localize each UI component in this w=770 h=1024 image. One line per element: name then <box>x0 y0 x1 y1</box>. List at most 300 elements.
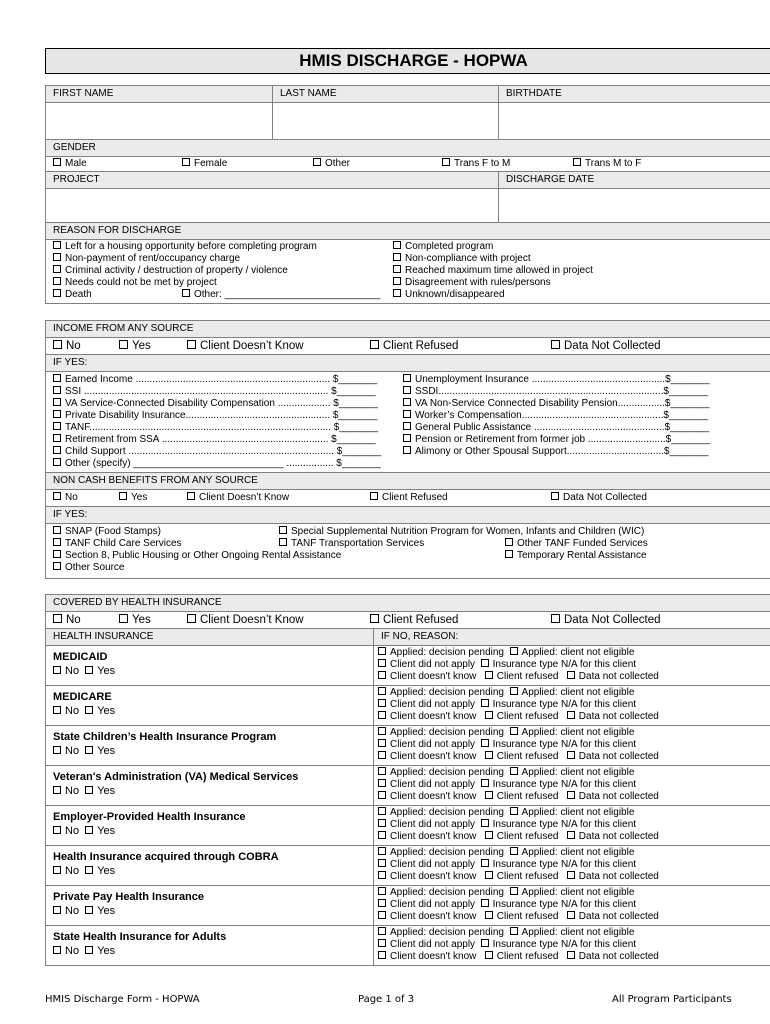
income-left-0[interactable] <box>53 374 398 386</box>
noncash-client-doesnt-know-label: Client Doesn’t Know <box>199 492 290 503</box>
reason-doesnt-know-label: Client doesn't know <box>390 871 477 882</box>
checkbox[interactable] <box>567 791 575 799</box>
reason-not-collected[interactable] <box>567 791 659 802</box>
reason-applied-pending-label: Applied: decision pending <box>390 807 504 818</box>
checkbox[interactable] <box>510 727 518 735</box>
checkbox[interactable] <box>85 866 93 874</box>
reason-type-na[interactable] <box>481 739 636 750</box>
checkbox[interactable] <box>485 951 493 959</box>
checkbox[interactable] <box>53 253 61 261</box>
reason-refused[interactable] <box>485 711 559 722</box>
checkbox[interactable] <box>567 951 575 959</box>
reason-not-collected[interactable] <box>567 751 659 762</box>
checkbox[interactable] <box>182 158 190 166</box>
last-name-field[interactable] <box>273 103 499 140</box>
checkbox[interactable] <box>510 687 518 695</box>
reason-not-collected[interactable] <box>567 951 659 962</box>
income-yes[interactable] <box>119 338 151 354</box>
income-right-1[interactable] <box>403 386 770 398</box>
checkbox[interactable] <box>378 711 386 719</box>
checkbox[interactable] <box>53 422 61 430</box>
reason-did-not-apply[interactable] <box>378 699 475 710</box>
insurance-reason-line-2 <box>378 699 770 711</box>
income-left-6[interactable] <box>53 446 398 458</box>
checkbox[interactable] <box>481 899 489 907</box>
checkbox[interactable] <box>378 791 386 799</box>
checkbox[interactable] <box>551 340 560 349</box>
reason-doesnt-know[interactable] <box>378 911 476 922</box>
checkbox[interactable] <box>378 951 386 959</box>
checkbox[interactable] <box>567 871 575 879</box>
reason-refused[interactable] <box>485 791 559 802</box>
noncash-tanf-transport-label: TANF Transportation Services <box>291 538 425 549</box>
insurance-reason-line-2 <box>378 779 770 791</box>
checkbox[interactable] <box>279 538 287 546</box>
insurance-reason-line-1 <box>378 646 770 659</box>
checkbox[interactable] <box>378 671 386 679</box>
health-insurance-table <box>45 594 770 966</box>
insurance-yes[interactable] <box>85 665 115 677</box>
checkbox[interactable] <box>53 526 61 534</box>
checkbox[interactable] <box>403 410 411 418</box>
checkbox[interactable] <box>53 906 61 914</box>
noncash-client-refused[interactable] <box>370 490 448 506</box>
reason-applied-pending-label: Applied: decision pending <box>390 647 504 658</box>
checkbox[interactable] <box>481 939 489 947</box>
reason-doesnt-know[interactable] <box>378 951 476 962</box>
checkbox[interactable] <box>53 277 61 285</box>
noncash-snap-label: SNAP (Food Stamps) <box>65 526 161 537</box>
checkbox[interactable] <box>187 340 196 349</box>
footer-left: HMIS Discharge Form - HOPWA <box>45 994 200 1005</box>
insurance-no[interactable] <box>53 745 79 757</box>
reason-doesnt-know-label: Client doesn't know <box>390 671 477 682</box>
checkbox[interactable] <box>85 906 93 914</box>
checkbox[interactable] <box>53 666 61 674</box>
gender-other[interactable] <box>313 157 350 171</box>
insurance-yes-label: Yes <box>97 945 116 957</box>
checkbox[interactable] <box>85 706 93 714</box>
checkbox[interactable] <box>53 265 61 273</box>
insurance-no[interactable] <box>53 785 79 797</box>
reason-applied-pending[interactable] <box>378 887 504 898</box>
reason-doesnt-know[interactable] <box>378 791 476 802</box>
insurance-reason-line-3 <box>378 831 770 843</box>
checkbox[interactable] <box>510 887 518 895</box>
checkbox[interactable] <box>378 779 386 787</box>
reason-right-0[interactable] <box>393 241 770 253</box>
insurance-yes[interactable] <box>85 825 115 837</box>
reason-refused[interactable] <box>485 671 559 682</box>
checkbox[interactable] <box>551 492 559 500</box>
reason-right-3-label: Disagreement with rules/persons <box>405 277 551 288</box>
checkbox[interactable] <box>53 706 61 714</box>
reason-refused[interactable] <box>485 951 559 962</box>
checkbox[interactable] <box>510 767 518 775</box>
checkbox[interactable] <box>567 751 575 759</box>
covered-yes-label: Yes <box>132 614 151 626</box>
checkbox[interactable] <box>53 946 61 954</box>
checkbox[interactable] <box>53 398 61 406</box>
reason-applied-pending[interactable] <box>378 807 504 818</box>
checkbox[interactable] <box>403 422 411 430</box>
checkbox[interactable] <box>187 614 196 623</box>
reason-applied-pending-label: Applied: decision pending <box>390 887 504 898</box>
insurance-no-label: No <box>65 825 80 837</box>
noncash-client-doesnt-know[interactable] <box>187 490 289 506</box>
reason-applied-pending[interactable] <box>378 767 504 778</box>
checkbox[interactable] <box>119 492 127 500</box>
checkbox[interactable] <box>378 687 386 695</box>
insurance-row <box>46 726 770 766</box>
insurance-reason-line-2 <box>378 819 770 831</box>
checkbox[interactable] <box>442 158 450 166</box>
gender-female[interactable] <box>182 157 227 171</box>
checkbox[interactable] <box>481 819 489 827</box>
reason-type-na[interactable] <box>481 859 636 870</box>
insurance-name: Health Insurance acquired through COBRA <box>53 851 279 863</box>
checkbox[interactable] <box>567 671 575 679</box>
checkbox[interactable] <box>53 826 61 834</box>
reason-applied-not-eligible-label: Applied: client not eligible <box>521 647 635 658</box>
noncash-tanf-other-label: Other TANF Funded Services <box>517 538 648 549</box>
reason-type-na[interactable] <box>481 939 636 950</box>
checkbox[interactable] <box>393 241 401 249</box>
insurance-no[interactable] <box>53 665 79 677</box>
reason-left-3[interactable] <box>53 277 393 289</box>
income-no[interactable] <box>53 338 81 354</box>
reason-applied-pending[interactable] <box>378 927 504 938</box>
reason-other-label: Other: ____________________________ <box>194 289 381 300</box>
covered-no[interactable] <box>53 612 81 628</box>
reason-doesnt-know[interactable] <box>378 711 476 722</box>
checkbox[interactable] <box>510 807 518 815</box>
checkbox[interactable] <box>393 289 401 297</box>
checkbox[interactable] <box>485 751 493 759</box>
noncash-other-label: Other Source <box>65 562 125 573</box>
reason-left-0[interactable] <box>53 241 393 253</box>
gender-trans-m-to-f[interactable] <box>573 157 641 171</box>
reason-applied-pending[interactable] <box>378 647 504 658</box>
checkbox[interactable] <box>393 265 401 273</box>
insurance-yes[interactable] <box>85 945 115 957</box>
gender-male[interactable] <box>53 157 87 171</box>
covered-yes[interactable] <box>119 612 151 628</box>
checkbox[interactable] <box>481 739 489 747</box>
checkbox[interactable] <box>370 492 378 500</box>
birthdate-field[interactable] <box>499 103 770 140</box>
checkbox[interactable] <box>119 614 128 623</box>
reason-applied-not-eligible[interactable] <box>510 887 635 898</box>
reason-refused[interactable] <box>485 751 559 762</box>
reason-type-na[interactable] <box>481 779 636 790</box>
insurance-yes[interactable] <box>85 705 115 717</box>
insurance-no[interactable] <box>53 945 79 957</box>
checkbox[interactable] <box>485 791 493 799</box>
checkbox[interactable] <box>53 562 61 570</box>
checkbox[interactable] <box>370 614 379 623</box>
checkbox[interactable] <box>53 866 61 874</box>
checkbox[interactable] <box>182 289 190 297</box>
reason-type-na[interactable] <box>481 699 636 710</box>
income-left-1[interactable] <box>53 386 398 398</box>
checkbox[interactable] <box>378 831 386 839</box>
checkbox[interactable] <box>403 446 411 454</box>
checkbox[interactable] <box>53 386 61 394</box>
checkbox[interactable] <box>53 746 61 754</box>
reason-doesnt-know-label: Client doesn't know <box>390 831 477 842</box>
insurance-reason-line-1 <box>378 926 770 939</box>
checkbox[interactable] <box>378 699 386 707</box>
reason-applied-pending[interactable] <box>378 687 504 698</box>
checkbox[interactable] <box>510 647 518 655</box>
checkbox[interactable] <box>567 831 575 839</box>
reason-doesnt-know[interactable] <box>378 671 476 682</box>
covered-client-doesnt-know[interactable] <box>187 612 304 628</box>
gender-trans-f-to-m[interactable] <box>442 157 510 171</box>
checkbox[interactable] <box>378 647 386 655</box>
reason-right-0-label: Completed program <box>405 241 494 252</box>
reason-applied-not-eligible[interactable] <box>510 847 635 858</box>
checkbox[interactable] <box>485 711 493 719</box>
insurance-yes[interactable] <box>85 865 115 877</box>
checkbox[interactable] <box>119 340 128 349</box>
covered-client-refused[interactable] <box>370 612 458 628</box>
income-left-7[interactable] <box>53 458 398 470</box>
reason-refused-label: Client refused <box>496 871 559 882</box>
checkbox[interactable] <box>378 659 386 667</box>
checkbox[interactable] <box>505 538 513 546</box>
noncash-wic[interactable] <box>279 526 644 538</box>
checkbox[interactable] <box>510 847 518 855</box>
insurance-no[interactable] <box>53 905 79 917</box>
checkbox[interactable] <box>53 550 61 558</box>
income-right-5[interactable] <box>403 434 770 446</box>
checkbox[interactable] <box>187 492 195 500</box>
reason-not-collected[interactable] <box>567 831 659 842</box>
income-right-0-label: Unemployment Insurance ................................................$_______ <box>415 374 710 385</box>
reason-applied-not-eligible[interactable] <box>510 727 635 738</box>
income-right-0[interactable] <box>403 374 770 386</box>
reason-not-collected[interactable] <box>567 711 659 722</box>
checkbox[interactable] <box>370 340 379 349</box>
checkbox[interactable] <box>378 819 386 827</box>
checkbox[interactable] <box>378 847 386 855</box>
reason-did-not-apply[interactable] <box>378 739 475 750</box>
checkbox[interactable] <box>573 158 581 166</box>
reason-other[interactable] <box>182 289 380 301</box>
noncash-snap[interactable] <box>53 526 161 538</box>
checkbox[interactable] <box>53 158 61 166</box>
checkbox[interactable] <box>393 277 401 285</box>
checkbox[interactable] <box>378 859 386 867</box>
reason-refused-label: Client refused <box>496 671 559 682</box>
reason-type-na[interactable] <box>481 899 636 910</box>
income-left-2[interactable] <box>53 398 398 410</box>
income-right-6[interactable] <box>403 446 770 458</box>
income-left-5[interactable] <box>53 434 398 446</box>
checkbox[interactable] <box>53 410 61 418</box>
income-right-3[interactable] <box>403 410 770 422</box>
reason-applied-pending[interactable] <box>378 847 504 858</box>
reason-doesnt-know[interactable] <box>378 751 476 762</box>
reason-did-not-apply[interactable] <box>378 859 475 870</box>
reason-did-not-apply[interactable] <box>378 939 475 950</box>
reason-type-na[interactable] <box>481 819 636 830</box>
reason-doesnt-know[interactable] <box>378 871 476 882</box>
insurance-yes-label: Yes <box>97 745 116 757</box>
reason-death[interactable] <box>53 289 92 301</box>
checkbox[interactable] <box>378 767 386 775</box>
checkbox[interactable] <box>485 831 493 839</box>
reason-did-not-apply[interactable] <box>378 899 475 910</box>
income-left-4[interactable] <box>53 422 398 434</box>
checkbox[interactable] <box>85 826 93 834</box>
noncash-tanf-other[interactable] <box>505 538 648 550</box>
first-name-field[interactable] <box>46 103 273 140</box>
income-client-doesnt-know[interactable] <box>187 338 304 354</box>
reason-left-1[interactable] <box>53 253 393 265</box>
checkbox[interactable] <box>551 614 560 623</box>
checkbox[interactable] <box>85 786 93 794</box>
checkbox[interactable] <box>485 671 493 679</box>
checkbox[interactable] <box>53 446 61 454</box>
reason-not-collected[interactable] <box>567 871 659 882</box>
insurance-no-label: No <box>65 905 80 917</box>
insurance-yes-no <box>53 944 373 958</box>
reason-label: REASON FOR DISCHARGE <box>46 223 770 240</box>
insurance-yes[interactable] <box>85 745 115 757</box>
reason-right-1[interactable] <box>393 253 770 265</box>
checkbox[interactable] <box>567 911 575 919</box>
reason-applied-pending[interactable] <box>378 727 504 738</box>
checkbox[interactable] <box>378 887 386 895</box>
checkbox[interactable] <box>378 939 386 947</box>
noncash-temp-rental[interactable] <box>505 550 647 562</box>
reason-applied-not-eligible[interactable] <box>510 927 635 938</box>
checkbox[interactable] <box>53 340 62 349</box>
checkbox[interactable] <box>85 946 93 954</box>
reason-applied-not-eligible[interactable] <box>510 767 635 778</box>
checkbox[interactable] <box>485 871 493 879</box>
checkbox[interactable] <box>378 727 386 735</box>
income-data-not-collected[interactable] <box>551 338 661 354</box>
checkbox[interactable] <box>53 289 61 297</box>
reason-refused[interactable] <box>485 871 559 882</box>
income-client-refused[interactable] <box>370 338 458 354</box>
checkbox[interactable] <box>378 807 386 815</box>
checkbox[interactable] <box>378 899 386 907</box>
checkbox[interactable] <box>53 458 61 466</box>
insurance-no[interactable] <box>53 705 79 717</box>
insurance-reason-cell <box>374 846 770 886</box>
income-right-2[interactable] <box>403 398 770 410</box>
reason-applied-not-eligible[interactable] <box>510 807 635 818</box>
income-right-4-label: General Public Assistance ...............................................$_______ <box>415 422 710 433</box>
noncash-section8[interactable] <box>53 550 341 562</box>
checkbox[interactable] <box>505 550 513 558</box>
checkbox[interactable] <box>403 386 411 394</box>
checkbox[interactable] <box>403 374 411 382</box>
checkbox[interactable] <box>53 374 61 382</box>
reason-not-collected[interactable] <box>567 911 659 922</box>
checkbox[interactable] <box>481 779 489 787</box>
checkbox[interactable] <box>53 434 61 442</box>
checkbox[interactable] <box>53 786 61 794</box>
noncash-yes[interactable] <box>119 490 147 506</box>
reason-refused[interactable] <box>485 911 559 922</box>
checkbox[interactable] <box>378 751 386 759</box>
checkbox[interactable] <box>378 911 386 919</box>
reason-right-2[interactable] <box>393 265 770 277</box>
income-left-3[interactable] <box>53 410 398 422</box>
insurance-reason-line-1 <box>378 806 770 819</box>
checkbox[interactable] <box>378 739 386 747</box>
reason-did-not-apply[interactable] <box>378 779 475 790</box>
reason-right-3[interactable] <box>393 277 770 289</box>
reason-left-2[interactable] <box>53 265 393 277</box>
checkbox[interactable] <box>378 871 386 879</box>
checkbox[interactable] <box>53 492 61 500</box>
reason-not-collected[interactable] <box>567 671 659 682</box>
reason-applied-not-eligible[interactable] <box>510 647 635 658</box>
noncash-tanf-transport[interactable] <box>279 538 424 550</box>
checkbox[interactable] <box>567 711 575 719</box>
reason-did-not-apply[interactable] <box>378 819 475 830</box>
reason-doesnt-know[interactable] <box>378 831 476 842</box>
reason-applied-not-eligible[interactable] <box>510 687 635 698</box>
checkbox[interactable] <box>378 927 386 935</box>
reason-right-4[interactable] <box>393 289 770 301</box>
checkbox[interactable] <box>53 241 61 249</box>
checkbox[interactable] <box>510 927 518 935</box>
insurance-yes-label: Yes <box>97 705 116 717</box>
noncash-data-not-collected[interactable] <box>551 490 647 506</box>
checkbox[interactable] <box>53 614 62 623</box>
insurance-yes[interactable] <box>85 785 115 797</box>
reason-not-collected-label: Data not collected <box>578 791 659 802</box>
insurance-yes[interactable] <box>85 905 115 917</box>
checkbox[interactable] <box>481 699 489 707</box>
noncash-tanf-child[interactable] <box>53 538 182 550</box>
checkbox[interactable] <box>85 666 93 674</box>
checkbox[interactable] <box>403 434 411 442</box>
checkbox[interactable] <box>481 659 489 667</box>
noncash-no[interactable] <box>53 490 78 506</box>
reason-refused[interactable] <box>485 831 559 842</box>
checkbox[interactable] <box>85 746 93 754</box>
reason-type-na[interactable] <box>481 659 636 670</box>
covered-data-not-collected[interactable] <box>551 612 661 628</box>
checkbox[interactable] <box>53 538 61 546</box>
insurance-name: MEDICARE <box>53 691 112 703</box>
project-field[interactable] <box>46 189 499 223</box>
insurance-no[interactable] <box>53 865 79 877</box>
checkbox[interactable] <box>313 158 321 166</box>
checkbox[interactable] <box>481 859 489 867</box>
checkbox[interactable] <box>403 398 411 406</box>
gender-other-label: Other <box>325 158 351 169</box>
insurance-no[interactable] <box>53 825 79 837</box>
checkbox[interactable] <box>485 911 493 919</box>
checkbox[interactable] <box>393 253 401 261</box>
checkbox[interactable] <box>279 526 287 534</box>
noncash-other[interactable] <box>53 562 124 574</box>
reason-did-not-apply[interactable] <box>378 659 475 670</box>
income-right-4[interactable] <box>403 422 770 434</box>
reason-did-not-apply-label: Client did not apply <box>390 819 476 830</box>
discharge-date-field[interactable] <box>499 189 770 223</box>
